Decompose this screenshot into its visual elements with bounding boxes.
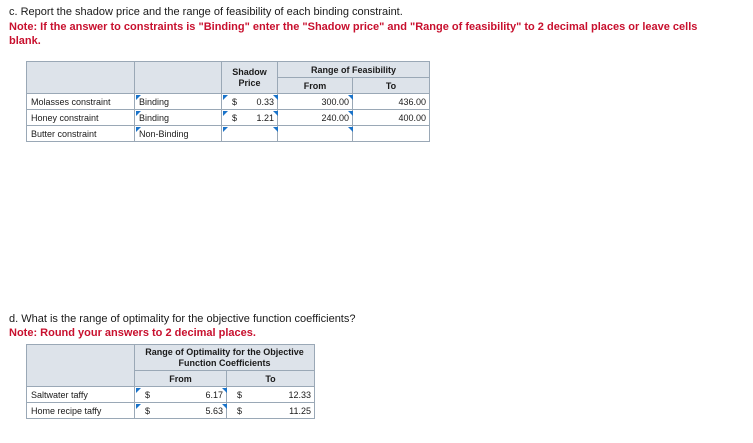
shadow-price-input[interactable] [222,126,278,142]
table-row [27,387,315,403]
status-select[interactable]: Non-Binding [135,126,222,142]
table-row [27,94,430,110]
currency-symbol: $ [232,96,238,107]
header-shadow-price: Shadow Price [222,62,278,94]
optimality-to-value: 12.33 [288,389,311,400]
currency-symbol: $ [237,389,243,400]
currency-symbol: $ [237,405,243,416]
header-from: From [278,78,353,94]
header-blank [27,345,135,387]
part-d-question: d. What is the range of optimality for the objective function coefficients? [9,313,356,325]
row-label: Honey constraint [27,110,135,126]
shadow-price-input[interactable] [222,110,278,126]
feasibility-table [26,61,430,142]
part-d-note: Note: Round your answers to 2 decimal places. [9,327,256,339]
feasibility-from-input[interactable]: 300.00 [278,94,353,110]
feasibility-to-input[interactable] [353,126,430,142]
optimality-from-input[interactable] [135,387,227,403]
optimality-from-input[interactable] [135,403,227,419]
status-select[interactable]: Binding [135,110,222,126]
optimality-from-value: 6.17 [205,389,223,400]
header-blank [27,62,135,94]
header-to: To [227,371,315,387]
shadow-price-value: 0.33 [256,96,274,107]
optimality-table [26,344,315,419]
header-to: To [353,78,430,94]
currency-symbol: $ [232,112,238,123]
currency-symbol: $ [145,405,151,416]
shadow-price-value: 1.21 [256,112,274,123]
table-row [27,126,430,142]
optimality-to-input[interactable] [227,403,315,419]
row-label: Butter constraint [27,126,135,142]
table-row [27,403,315,419]
row-label: Home recipe taffy [27,403,135,419]
status-select[interactable]: Binding [135,94,222,110]
part-c-question: c. Report the shadow price and the range of feasibility of each binding constraint. [9,6,403,18]
feasibility-from-input[interactable]: 240.00 [278,110,353,126]
optimality-from-value: 5.63 [205,405,223,416]
currency-symbol: $ [145,389,151,400]
feasibility-to-input[interactable]: 436.00 [353,94,430,110]
optimality-to-value: 11.25 [289,405,311,416]
row-label: Molasses constraint [27,94,135,110]
feasibility-to-input[interactable]: 400.00 [353,110,430,126]
header-from: From [135,371,227,387]
header-blank-status [135,62,222,94]
row-label: Saltwater taffy [27,387,135,403]
header-range-of-feasibility: Range of Feasibility [278,62,430,78]
optimality-to-input[interactable] [227,387,315,403]
shadow-price-input[interactable] [222,94,278,110]
feasibility-from-input[interactable] [278,126,353,142]
header-range-of-optimality: Range of Optimality for the Objective Function Coefficients [135,345,315,371]
table-row [27,110,430,126]
part-c-note: Note: If the answer to constraints is "Binding" enter the "Shadow price" and "Range of feasibility" to 2 decimal places or leave cells blank. [9,21,698,47]
